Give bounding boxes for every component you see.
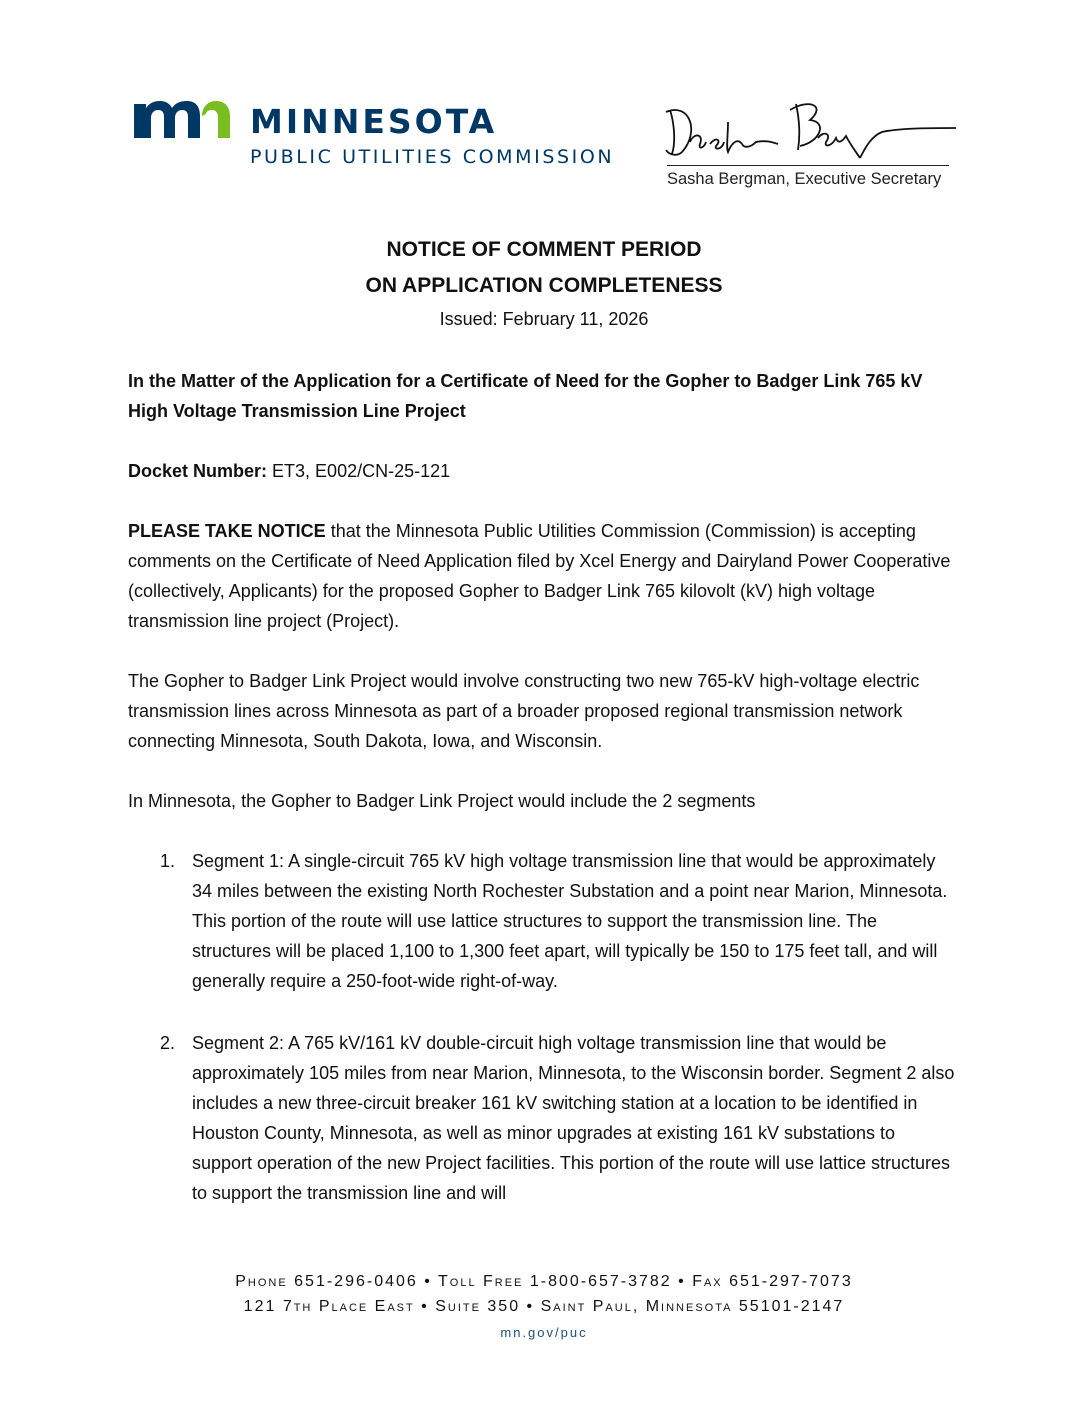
signatory-name: Sasha Bergman, Executive Secretary xyxy=(667,170,942,188)
notice-lead: PLEASE TAKE NOTICE xyxy=(128,521,326,541)
list-number: 1. xyxy=(160,851,176,871)
notice-title-line-1: NOTICE OF COMMENT PERIOD xyxy=(386,238,702,261)
mn-logo-mark-icon xyxy=(132,96,232,140)
segment-list-item-2 xyxy=(128,1028,958,1208)
docket-value: ET3, E002/CN-25-121 xyxy=(267,461,451,481)
notice-paragraph xyxy=(128,516,958,636)
list-item xyxy=(128,846,958,996)
segment-list-item-1 xyxy=(128,846,958,996)
segments-intro: In Minnesota, the Gopher to Badger Link Project would include the 2 segments xyxy=(128,791,756,811)
issued-date: Issued: February 11, 2026 xyxy=(439,309,649,329)
matter-heading: In the Matter of the Application for a Certificate of Need for the Gopher to Badger Link 765 kV High Voltage Transmission Line Project xyxy=(128,371,923,421)
footer-address: 121 7th Place East • Suite 350 • Saint Paul, Minnesota 55101-2147 xyxy=(243,1298,845,1315)
notice-title-line-2: ON APPLICATION COMPLETENESS xyxy=(365,274,723,297)
segment-text: Segment 1: A single-circuit 765 kV high voltage transmission line that would be approximately 34 miles between the existing North Rochester Substation and a point near Marion, Minnesota. This portion of the route will use lattice structures to support the transmission line. The structures will be placed 1,100 to 1,300 feet apart, will typically be 150 to 175 feet tall, and will generally require a 250-foot-wide right-of-way. xyxy=(192,851,948,991)
signature-block xyxy=(660,92,960,192)
mn-puc-logo xyxy=(132,96,642,176)
logo-subtitle: PUBLIC UTILITIES COMMISSION xyxy=(250,146,615,168)
segment-text: Segment 2: A 765 kV/161 kV double-circuit high voltage transmission line that would be approximately 105 miles from near Marion, Minnesota, to the Wisconsin border. Segment 2 also includes a new three-circuit breaker 161 kV switching station at a location to be identified in Houston County, Minnesota, as well as minor upgrades at existing 161 kV substations to support operation of the new Project facilities. This portion of the route will use lattice structures to support the transmission line and will xyxy=(192,1033,955,1203)
notice-text: that the Minnesota Public Utilities Commission (Commission) is accepting comments on the Certificate of Need Application filed by Xcel Energy and Dairyland Power Cooperative (collectively, Applicants) for the proposed Gopher to Badger Link 765 kilovolt (kV) high voltage transmission line project (Project). xyxy=(128,521,951,631)
project-paragraph: The Gopher to Badger Link Project would involve constructing two new 765-kV high-voltage electric transmission lines across Minnesota as part of a broader proposed regional transmission network connecting Minnesota, South Dakota, Iowa, and Wisconsin. xyxy=(128,671,920,751)
list-number: 2. xyxy=(160,1033,176,1053)
signature-line xyxy=(667,165,949,166)
logo-name: MINNESOTA xyxy=(250,102,498,141)
list-item xyxy=(128,1028,958,1208)
signature-icon xyxy=(660,92,960,167)
footer-contact: Phone 651-296-0406 • Toll Free 1-800-657-3782 • Fax 651-297-7073 xyxy=(235,1273,853,1290)
footer-website-link[interactable]: mn.gov/puc xyxy=(500,1325,588,1340)
docket-label: Docket Number: xyxy=(128,461,268,481)
docket-number xyxy=(128,456,958,486)
